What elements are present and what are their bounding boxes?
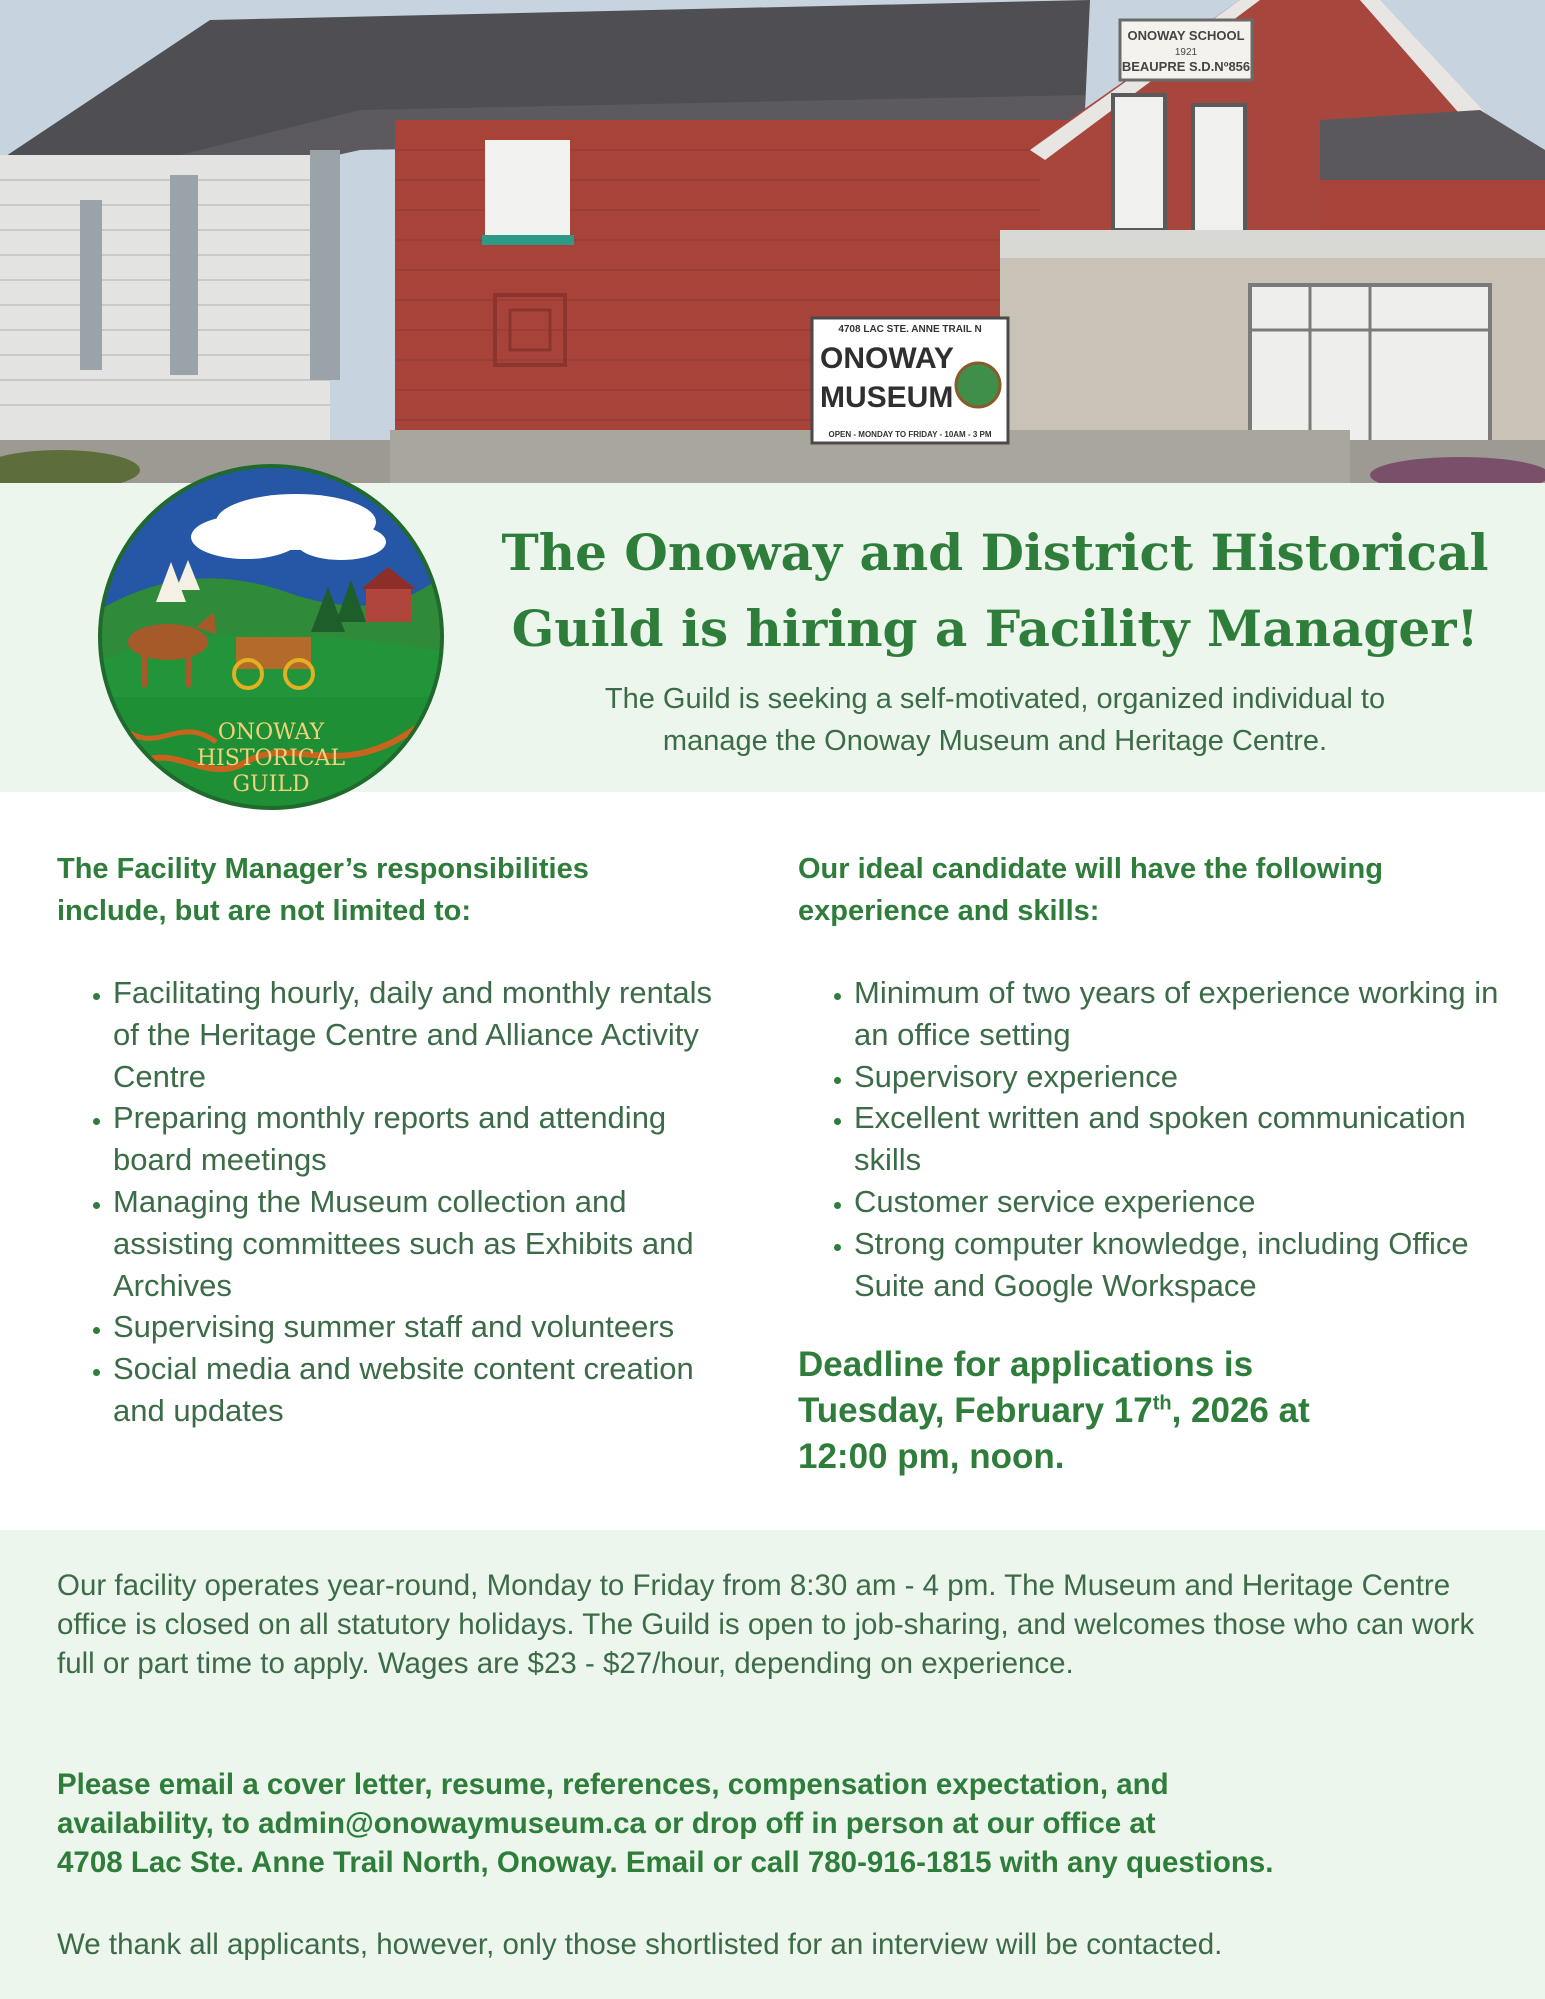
list-item: • Supervising summer staff and volunteers — [113, 1306, 737, 1348]
page-subtitle — [470, 678, 1520, 762]
deadline-line-2-end: , 2026 at — [1171, 1391, 1310, 1431]
thank-you-note: We thank all applicants, however, only those shortlisted for an interview will be contacted. — [57, 1928, 1223, 1961]
museum-sign-name-line1: ONOWAY — [820, 342, 954, 375]
list-item: • Facilitating hourly, daily and monthly rentals of the Heritage Centre and Alliance Activity Centre — [113, 972, 737, 1097]
historical-guild-logo — [96, 462, 446, 812]
list-item: • Strong computer knowledge, including Office Suite and Google Workspace — [854, 1223, 1518, 1307]
list-item: • Supervisory experience — [854, 1056, 1518, 1098]
responsibilities-heading-line-1: The Facility Manager’s responsibilities — [57, 853, 589, 885]
responsibilities-section — [57, 848, 737, 1432]
list-item: • Customer service experience — [854, 1181, 1518, 1223]
apply-line-3: 4708 Lac Ste. Anne Trail North, Onoway. Email or call 780-916-1815 with any questions. — [57, 1846, 1274, 1879]
responsibilities-list — [57, 972, 737, 1432]
school-sign-line3: BEAUPRE S.D.Nº856 — [1121, 59, 1251, 74]
subtitle-line-1: The Guild is seeking a self-motivated, organized individual to — [604, 683, 1386, 715]
how-to-apply-paragraph — [57, 1765, 1497, 1882]
list-item: • Preparing monthly reports and attending board meetings — [113, 1097, 737, 1181]
museum-sign-address: 4708 LAC STE. ANNE TRAIL N — [838, 324, 982, 335]
school-sign-line1: ONOWAY SCHOOL — [1127, 28, 1245, 43]
museum-sign-name-line2: MUSEUM — [820, 381, 954, 414]
application-deadline — [798, 1342, 1518, 1480]
skills-heading — [798, 848, 1518, 932]
page-title — [470, 515, 1520, 667]
school-sign-line2: 1921 — [1174, 47, 1198, 58]
subtitle-line-2: manage the Onoway Museum and Heritage Centre. — [662, 725, 1328, 757]
apply-line-1: Please email a cover letter, resume, references, compensation expectation, and — [57, 1768, 1169, 1801]
deadline-ordinal-suffix: th — [1152, 1392, 1172, 1415]
skills-list — [798, 972, 1518, 1306]
apply-line-2: availability, to admin@onowaymuseum.ca or drop off in person at our office at — [57, 1807, 1156, 1840]
skills-section — [798, 848, 1518, 1480]
title-line-1: The Onoway and District Historical — [501, 523, 1489, 582]
skills-heading-line-2: experience and skills: — [798, 895, 1100, 927]
responsibilities-heading — [57, 848, 737, 932]
list-item: • Excellent written and spoken communication skills — [854, 1097, 1518, 1181]
title-line-2: Guild is hiring a Facility Manager! — [511, 599, 1479, 658]
hours-and-wages-paragraph: Our facility operates year-round, Monday to Friday from 8:30 am - 4 pm. The Museum and Heritage Centre office is closed on all statutory holidays. The Guild is open to job-sharing, and welcomes those who can work full or part time to apply. Wages are $23 - $27/hour, depending on experience. — [57, 1569, 1475, 1680]
museum-building-photo — [0, 0, 1545, 483]
responsibilities-heading-line-2: include, but are not limited to: — [57, 895, 472, 927]
skills-heading-line-1: Our ideal candidate will have the following — [798, 853, 1383, 885]
list-item: • Social media and website content creation and updates — [113, 1348, 737, 1432]
logo-text-line1: ONOWAY — [217, 720, 325, 745]
list-item: • Minimum of two years of experience working in an office setting — [854, 972, 1518, 1056]
deadline-line-2-start: Tuesday, February 17 — [798, 1391, 1153, 1431]
logo-text-line2: HISTORICAL — [196, 746, 346, 771]
deadline-line-3: 12:00 pm, noon. — [798, 1437, 1065, 1477]
museum-sign-hours: OPEN - MONDAY TO FRIDAY - 10AM - 3 PM — [828, 430, 992, 439]
logo-text-line3: GUILD — [232, 772, 310, 797]
deadline-line-1: Deadline for applications is — [798, 1345, 1254, 1385]
list-item: • Managing the Museum collection and assisting committees such as Exhibits and Archives — [113, 1181, 737, 1306]
